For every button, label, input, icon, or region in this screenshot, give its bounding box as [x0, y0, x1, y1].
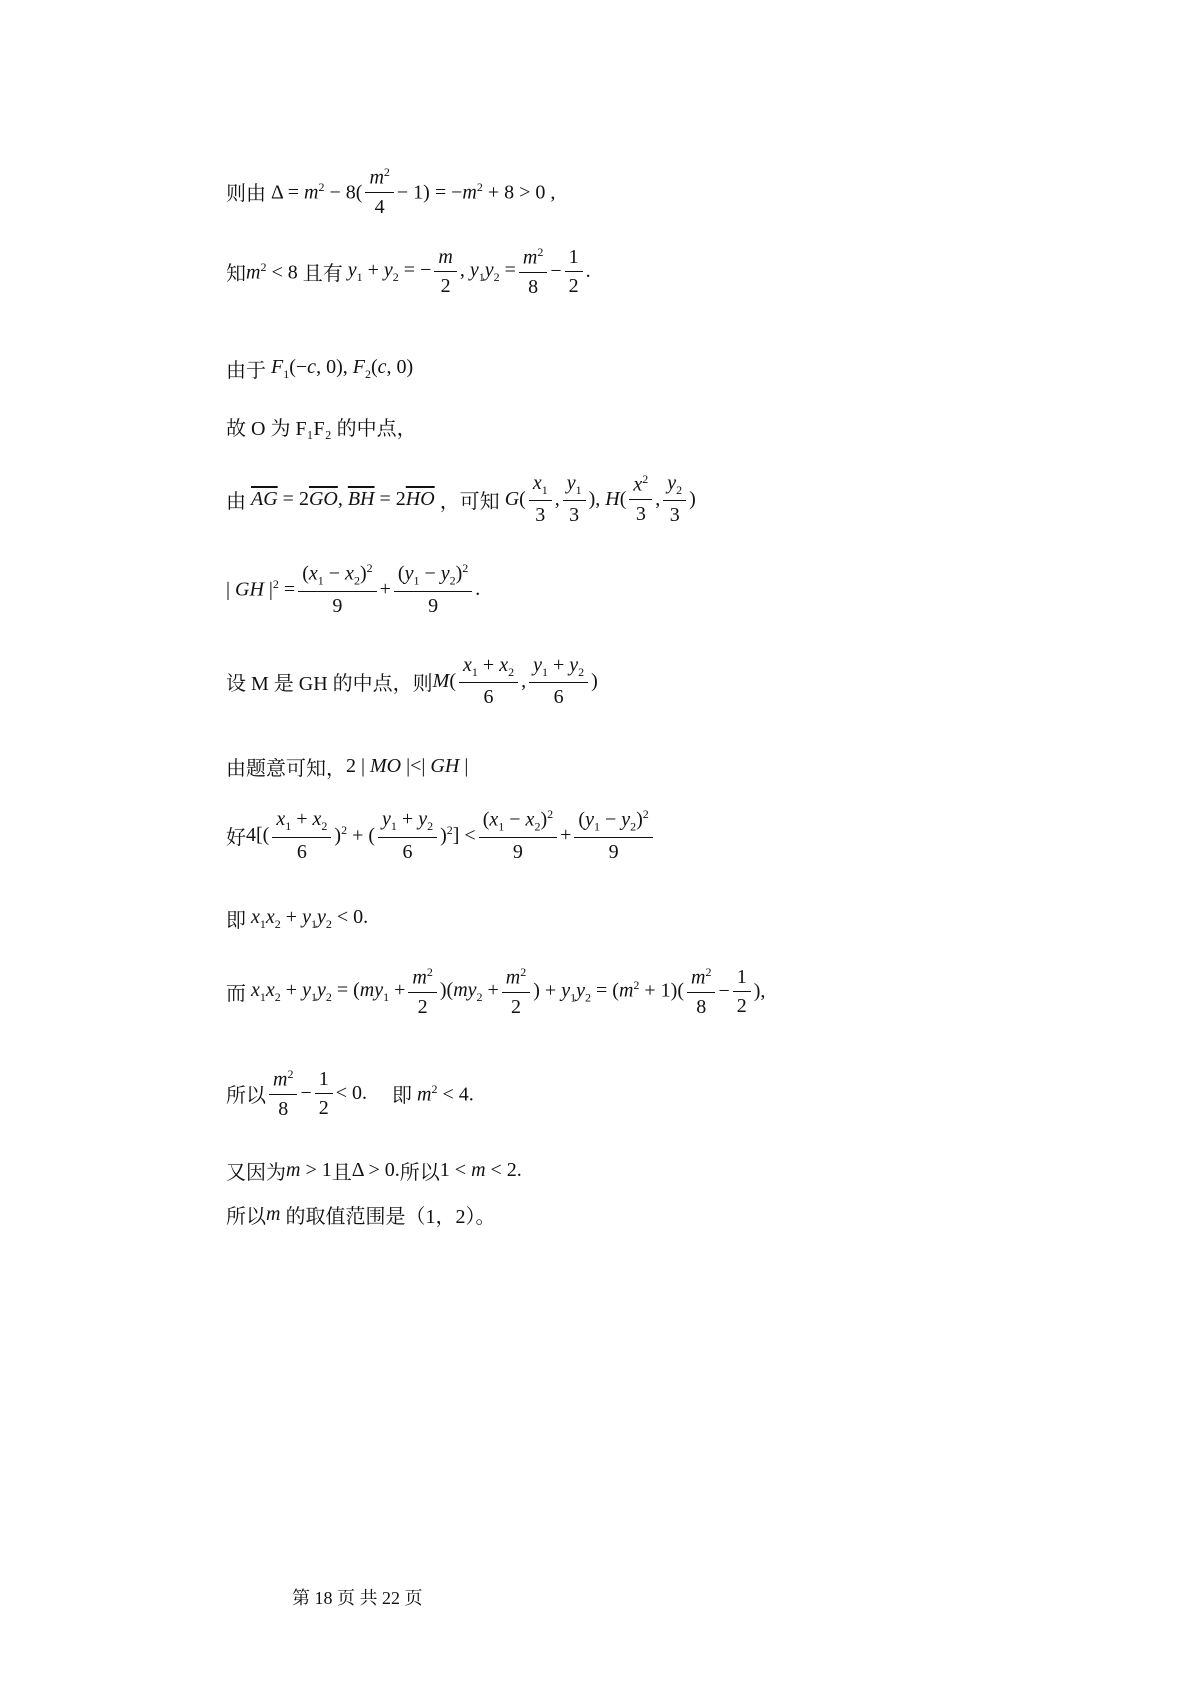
page-footer: 第 18 页 共 22 页	[292, 1588, 423, 1608]
math-expression: , $y_1y_2$ =	[459, 258, 516, 284]
solution-line-point-m	[226, 654, 598, 708]
math-expression: G(	[504, 487, 526, 510]
math-expression: −	[300, 1082, 312, 1105]
math-expression: )($my_2$ +	[439, 978, 499, 1004]
math-expression: M(	[432, 669, 457, 692]
math-expression: m > 1	[286, 1159, 332, 1181]
math-expression: ) + $y_1y_2 = (m^2 + 1)$(	[533, 978, 684, 1005]
fraction: $\frac{x^2}{3}$	[629, 473, 652, 525]
fraction: $\frac{y_1 + y_2}{6}$	[378, 808, 437, 862]
fraction: $\frac{m^2}{8}$	[519, 246, 547, 298]
fraction: $\frac{1}{2}$	[565, 246, 583, 297]
solution-line-inequality	[226, 808, 656, 863]
line-text: 又因为	[226, 1162, 286, 1184]
line-text: 故 O 为 F₁F₂ 的中点，	[226, 418, 417, 440]
fraction: $\frac{m^2}{8}$	[269, 1068, 297, 1120]
fraction: $\frac{m^2}{4}$	[365, 166, 393, 218]
math-expression: )$^2$] <	[440, 823, 476, 847]
fraction: $\frac{x_1}{3}$	[529, 472, 552, 526]
fraction: $\frac{x_1 + x_2}{6}$	[272, 808, 331, 862]
fraction: $\frac{1}{2}$	[315, 1068, 333, 1119]
math-expression: $x_1x_2 + y_1y_2 = (my_1$ +	[251, 978, 406, 1004]
solution-line-dot-product	[226, 904, 368, 933]
line-text: 所以	[226, 1206, 266, 1228]
math-expression: ,	[554, 487, 560, 510]
line-text: 则由	[226, 183, 266, 206]
fraction: $\frac{(x_1 - x_2)^2}{9}$	[298, 562, 376, 617]
math-expression: − $1) = -m^2 + 8 > 0$ ,	[396, 179, 556, 204]
fraction: $\frac{m^2}{8}$	[687, 966, 715, 1018]
math-expression: $m^2 < 4$.	[417, 1081, 474, 1106]
solution-line-condition	[226, 752, 468, 781]
math-expression: m	[266, 1203, 281, 1225]
math-expression: < 0.	[335, 1082, 393, 1105]
math-expression: $F_1(-c$, 0), $F_2(c$, 0)	[271, 355, 414, 381]
math-expression: ), H(	[588, 487, 627, 510]
fraction: $\frac{y_2}{3}$	[663, 472, 686, 526]
line-text: 而	[226, 983, 246, 1006]
math-expression: −	[550, 260, 562, 283]
line-text: ，可知	[439, 490, 500, 513]
solution-line-conclusion	[226, 1200, 495, 1229]
math-expression: $y_1 + y_2$ = −	[347, 258, 432, 284]
solution-line-midpoint	[226, 412, 417, 441]
math-expression: 1 < m < 2.	[439, 1159, 522, 1181]
fraction: $\frac{(x_1 - x_2)^2}{9}$	[479, 808, 557, 863]
math-expression: $\Delta = m^2 - 8$(	[266, 179, 363, 204]
fraction: $\frac{(y_1 - y_2)^2}{9}$	[394, 562, 472, 617]
math-expression: $\overline{AG} = 2\overline{GO}$, $\overline{BH} = 2\overline{HO}$	[251, 487, 435, 510]
math-expression: )	[591, 669, 598, 692]
fraction: $\frac{1}{2}$	[733, 966, 751, 1017]
fraction: $\frac{(y_1 - y_2)^2}{9}$	[574, 808, 652, 863]
math-expression: .	[475, 577, 481, 600]
fraction: $\frac{x_1 + x_2}{6}$	[459, 654, 518, 708]
line-text: 的取值范围是（1，2）。	[285, 1206, 496, 1228]
solution-line-result	[226, 1068, 474, 1120]
math-expression: ,	[655, 487, 661, 510]
line-text: 且	[331, 1162, 352, 1184]
solution-line-foci	[226, 354, 413, 383]
line-text: 好	[226, 826, 246, 849]
solution-line-vieta	[226, 246, 591, 298]
fraction: $\frac{m^2}{2}$	[502, 966, 530, 1018]
solution-line-expand	[226, 966, 765, 1018]
math-expression: Δ > 0.	[351, 1159, 400, 1181]
fraction: $\frac{y_1 + y_2}{6}$	[529, 654, 588, 708]
line-text: 即	[392, 1085, 413, 1108]
math-expression: .	[585, 260, 591, 283]
line-text: 由于	[226, 360, 266, 382]
line-text: 由	[226, 490, 246, 513]
math-expression: | GH $|^2$ =	[226, 577, 296, 601]
line-text: 即	[226, 910, 246, 932]
math-expression: ),	[753, 980, 766, 1003]
fraction: $\frac{m}{2}$	[434, 246, 456, 297]
math-expression: )$^2$ + (	[334, 823, 376, 847]
math-expression: +	[379, 577, 391, 600]
fraction: $\frac{m^2}{2}$	[408, 966, 436, 1018]
line-text: 知	[226, 263, 246, 286]
line-text: 设 M 是 GH 的中点，则	[226, 672, 433, 695]
line-text: 且有	[302, 263, 343, 286]
math-expression: )	[689, 487, 696, 510]
math-expression: 2 | MO |<| GH |	[346, 755, 469, 777]
line-text: 所以	[399, 1162, 440, 1184]
fraction: $\frac{y_1}{3}$	[563, 472, 586, 526]
solution-line-discriminant	[226, 166, 555, 218]
solution-line-gh-length	[226, 562, 480, 617]
math-expression: 4[(	[246, 823, 270, 846]
solution-line-vectors	[226, 472, 696, 526]
line-text: 由题意可知，	[226, 758, 346, 780]
math-expression: ,	[521, 669, 527, 692]
math-expression: +	[560, 823, 572, 846]
solution-line-range	[226, 1156, 522, 1185]
math-expression: $x_1x_2 + y_1y_2 < 0$.	[251, 905, 369, 931]
math-expression: $m^2 < 8$	[246, 259, 303, 284]
math-expression: −	[718, 980, 730, 1003]
line-text: 所以	[226, 1085, 266, 1108]
